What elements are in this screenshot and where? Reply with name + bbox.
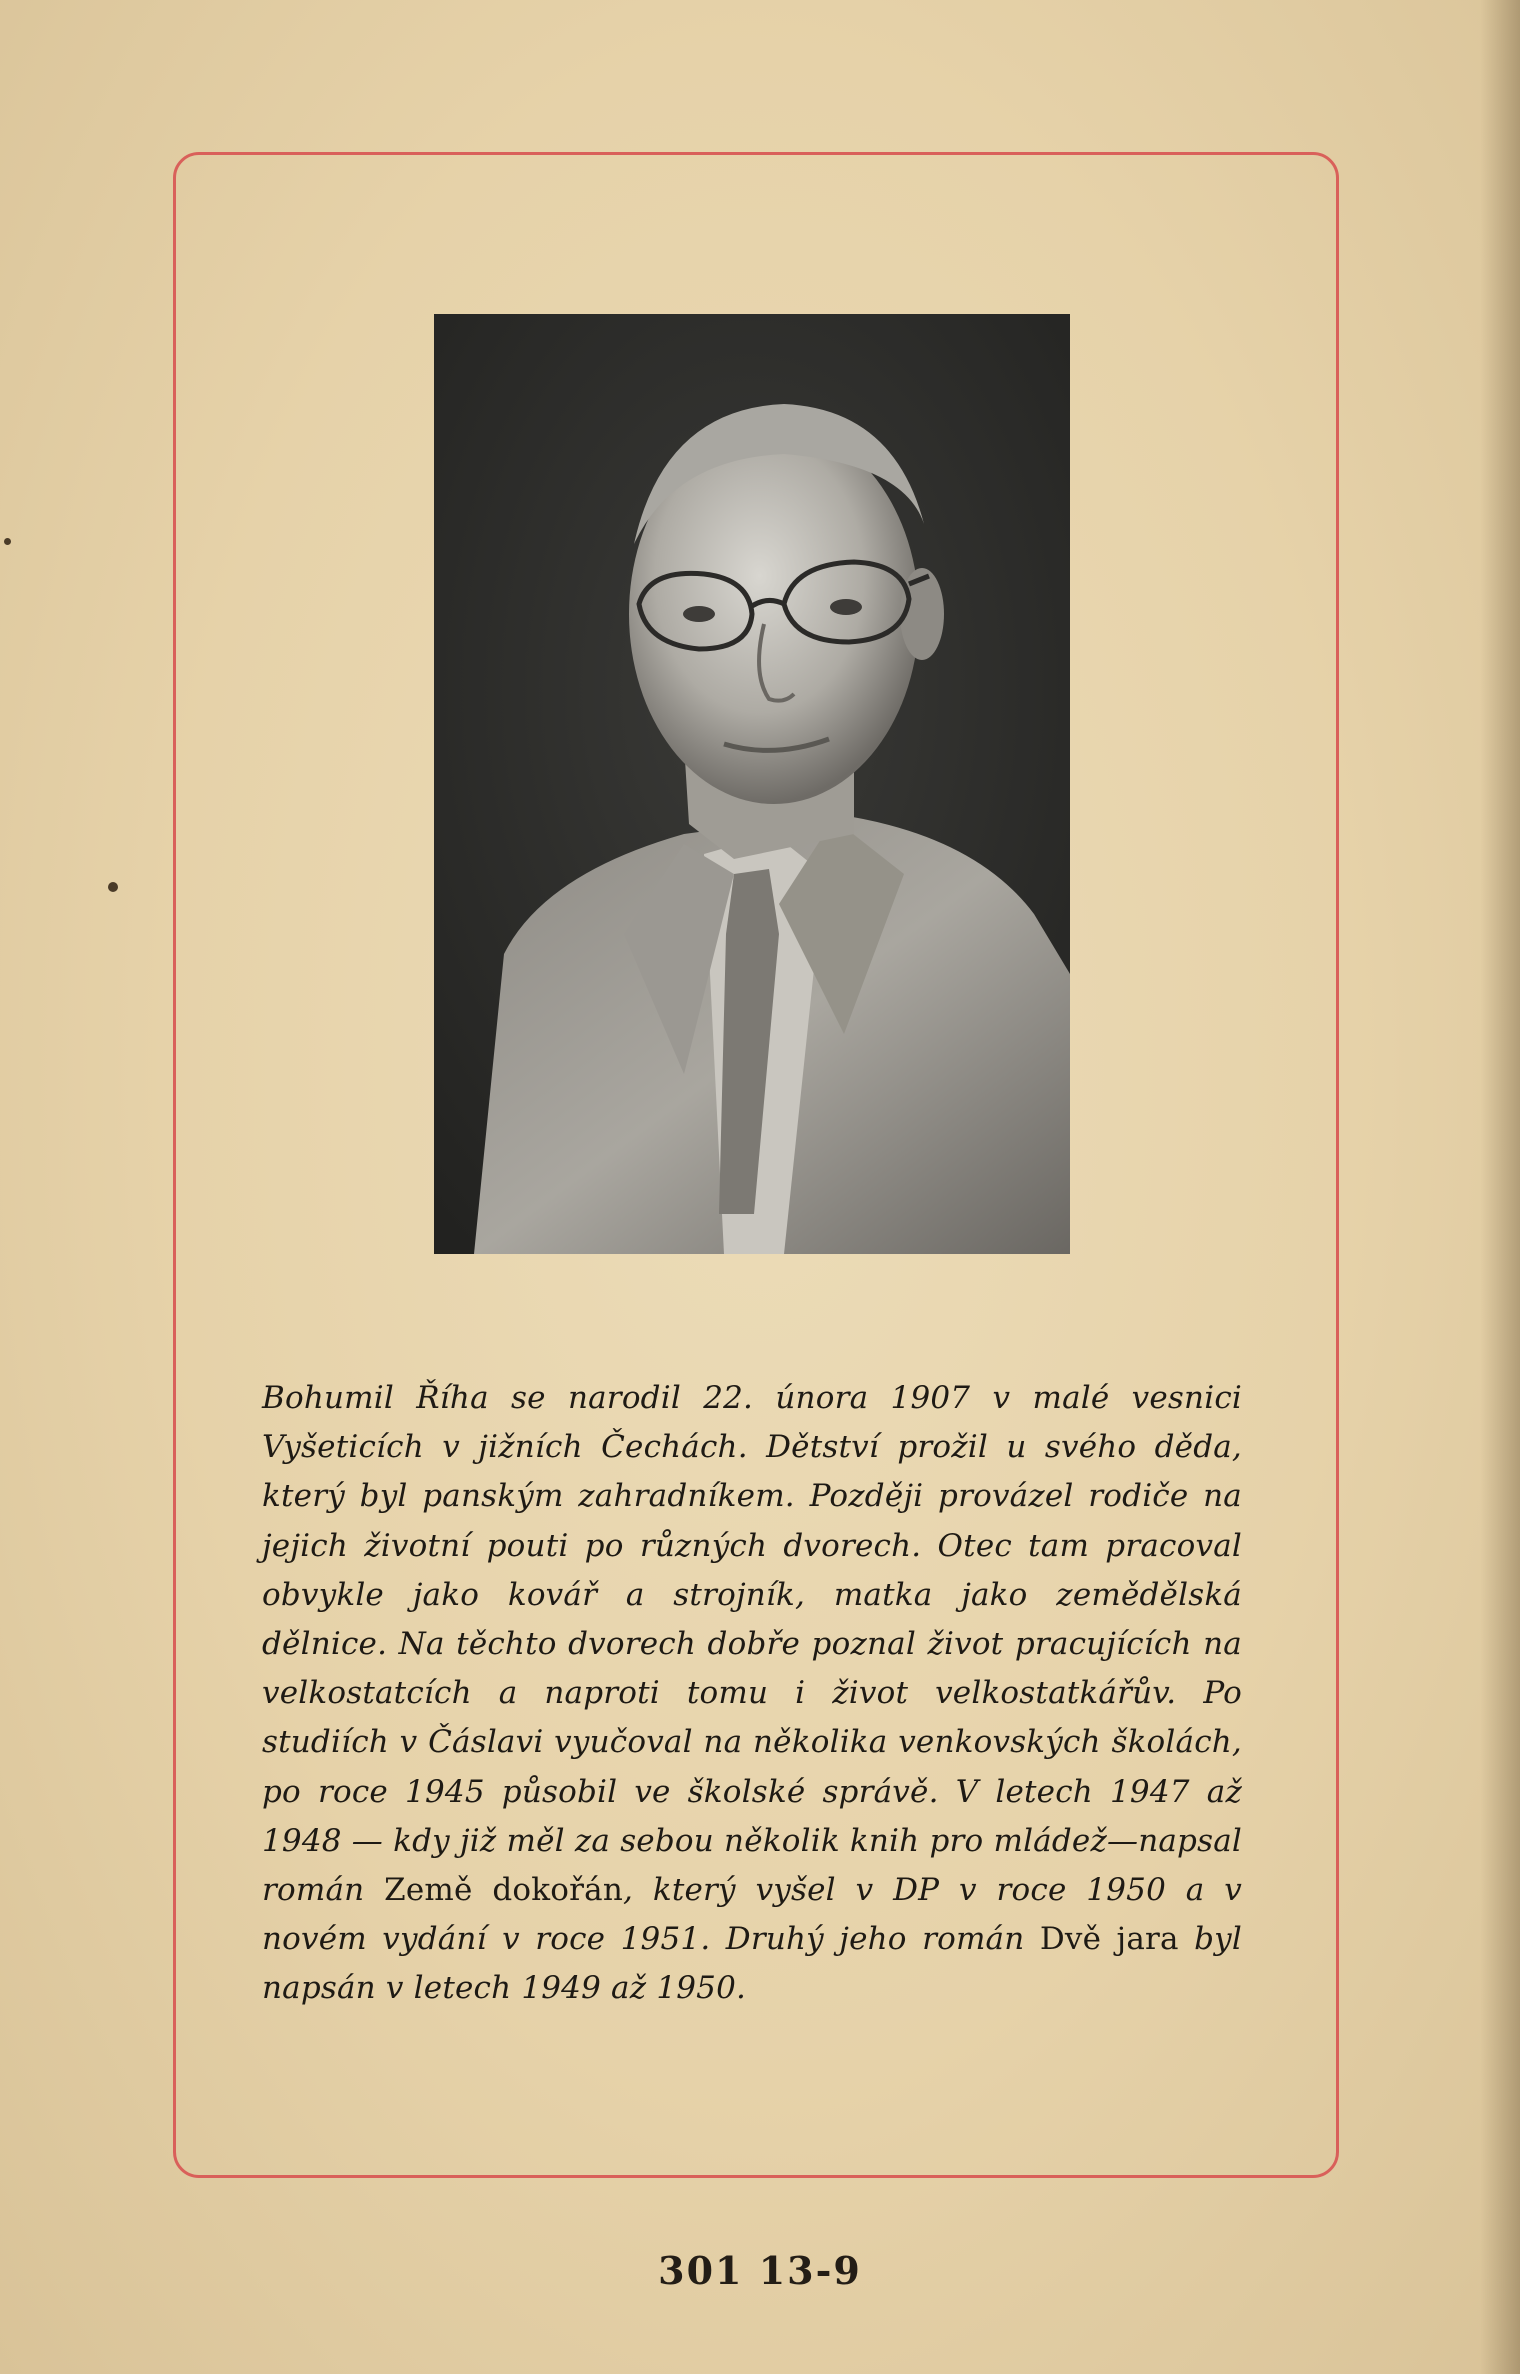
bio-text-part-3: byl napsán v letech 1949 až 1950. bbox=[262, 1921, 1243, 2007]
paper-speck bbox=[108, 882, 118, 892]
bio-text-part-2: , který vyšel v DP v roce 1950 a v novém vydání v roce 1951. Druhý jeho román bbox=[262, 1872, 1242, 1958]
catalog-code: 301 13-9 bbox=[658, 2248, 862, 2293]
spine-shadow bbox=[1480, 0, 1520, 2374]
paper-speck bbox=[4, 538, 11, 545]
bio-text-part-1: Bohumil Říha se narodil 22. února 1907 v malé vesnici Vyšeticích v jižních Čechách. Dětství prožil u svého děda, který byl panským zahradníkem. Později provázel rodiče na jejich životní pouti po různých dvorech. Otec tam pracoval obvykle jako kovář a strojník, matka jako zemědělská dělnice. Na těchto dvorech dobře poznal život pracujících na velkostatcích a naproti tomu i život velkostatkářův. Po studiích v Čáslavi vyučoval na několika venkovských školách, po roce 1945 působil ve školské správě. V letech 1947 až 1948 — kdy již měl za sebou několik knih pro mládež—napsal román bbox=[262, 1380, 1242, 1909]
author-portrait-photo-icon bbox=[434, 314, 1070, 1254]
author-biography bbox=[262, 1374, 1242, 2014]
author-portrait bbox=[434, 314, 1070, 1254]
novel-title-dve-jara: Dvě jara bbox=[1039, 1921, 1179, 1958]
novel-title-zeme-dokoran: Země dokořán bbox=[384, 1872, 623, 1909]
